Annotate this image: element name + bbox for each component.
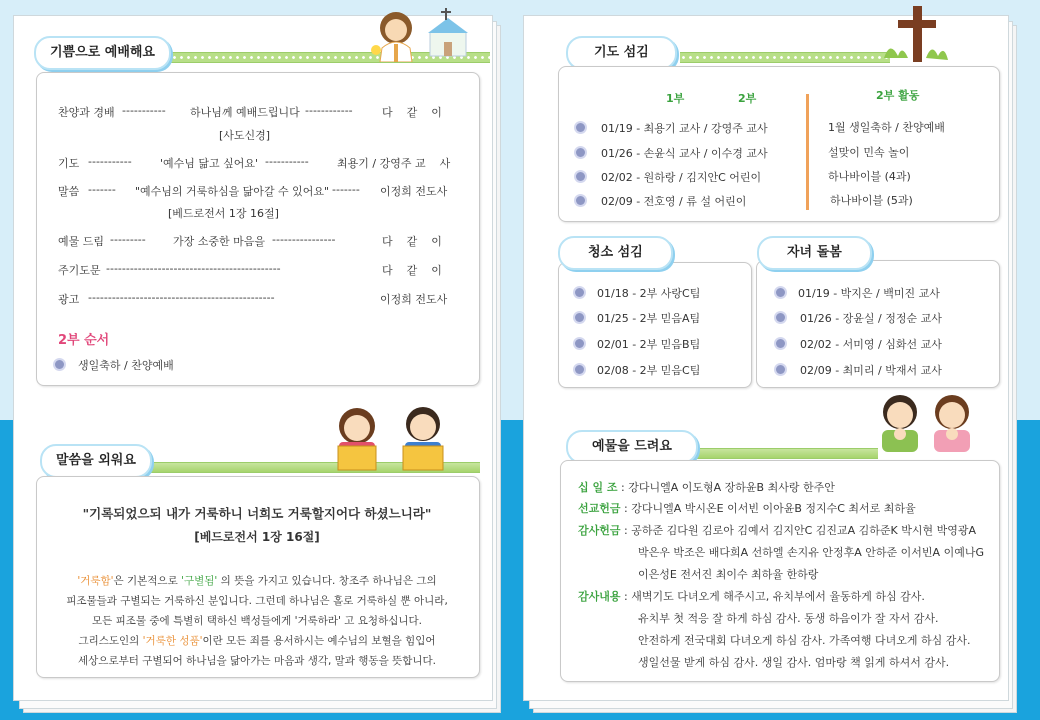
offering-text: 강다니엘A 이도형A 장하윤B 최사랑 한주안 [628,481,835,494]
explanation-line [36,573,478,588]
bullet-icon [576,123,585,132]
cleaning-row: 02/01 - 2부 믿음B팀 [597,338,701,351]
highlight-text: '구별됨' [181,575,218,587]
reading-kids-illustration [330,400,460,472]
bullet-icon [575,288,584,297]
bullet-icon [776,339,785,348]
jesus-church-illustration [368,6,488,62]
prayer-row: 01/26 - 손윤식 교사 / 이수경 교사 [601,147,768,160]
worship-content: 하나님께 예배드립니다 [190,106,300,119]
offering-row [578,588,925,604]
dash-line: ------------ [305,104,353,117]
explanation-line [36,633,478,648]
worship-item: 찬양과 경배 [58,106,115,119]
activity-item: 설맞이 민속 놀이 [828,146,910,159]
section-title-cleaning: 청소 섬김 [558,236,673,270]
activity-item: 하나바이블 (5과) [830,194,913,207]
plain-text: 은 기본적으로 [113,575,182,587]
plain-text: 그리스도인의 [78,635,143,647]
colon: : [620,590,632,603]
prayer-row: 01/19 - 최용기 교사 / 강영주 교사 [601,122,768,135]
divider [806,94,809,210]
offering-text: 새벽기도 다녀오게 해주시고, 유치부에서 율동하게 하심 감사. [631,590,925,603]
bullet-icon [776,288,785,297]
prayer-col1-heading: 1부 [666,92,685,105]
explanation-line: 세상으로부터 구별되어 하나님을 닮아가는 마음과 생각, 말과 행동을 뜻합니다. [78,655,436,667]
dash-line: ----------- [88,155,132,168]
cleaning-row: 02/08 - 2부 믿음C팀 [597,364,701,377]
section-title-care: 자녀 돌봄 [757,236,872,270]
prayer-row: 02/02 - 원하랑 / 김지안C 어린이 [601,171,762,184]
worship-item: 주기도문 [58,264,101,277]
worship-leader: 이정희 전도사 [380,293,448,306]
prayer-row: 02/09 - 전호영 / 류 설 어린이 [601,195,747,208]
activity-item: 하나바이블 (4과) [828,170,911,183]
offering-text: 공하준 김다원 김로아 김예서 김지안C 김진교A 김하준K 박시현 박영광A [631,524,977,537]
bullet-icon [575,313,584,322]
offering-label: 선교헌금 [578,502,621,515]
cross-icon [880,4,952,64]
offering-text: 안전하게 전국대회 다녀오게 하심 감사. 가족여행 다녀오게 하심 감사. [638,634,971,647]
care-row: 02/09 - 최미리 / 박재서 교사 [800,364,942,377]
activity-item: 1월 생일축하 / 찬양예배 [828,121,945,134]
offering-text: 박은우 박조은 배다희A 선하엘 손지유 안정후A 안하준 이서빈A 이예나G [638,546,984,559]
dash-line: ------- [332,183,360,196]
section-title-offering: 예물을 드려요 [566,430,698,464]
plain-text: 의 뜻을 가지고 있습니다. 창조주 하나님은 그의 [217,575,437,587]
cleaning-row: 01/18 - 2부 사랑C팀 [597,287,701,300]
section-title-worship: 기쁨으로 예배해요 [34,36,171,70]
bullet-icon [55,360,64,369]
dash-line: ----------- [265,155,309,168]
worship-content: "예수님의 거룩하심을 닮아갈 수 있어요" [135,185,330,198]
dash-line: ---------------- [272,233,336,246]
offering-label: 감사내용 [578,590,621,603]
dash-line: ----------------------------------------------- [88,291,275,304]
bullet-icon [575,339,584,348]
offering-label: 감사헌금 [578,524,621,537]
worship-content: 가장 소중한 마음을 [173,235,266,248]
colon: : [620,502,632,515]
worship-leader: 다 같 이 [382,106,442,119]
worship-item: 기도 [58,157,80,170]
offering-text: 이은성E 전서진 최이수 최하율 한하랑 [638,568,819,581]
worship-item: 말씀 [58,185,80,198]
offering-text: 강다니엘A 박시온E 이서빈 이아윤B 정지수C 최서로 최하율 [631,502,916,515]
care-row: 01/19 - 박지은 / 백미진 교사 [798,287,940,300]
bullet-icon [776,313,785,322]
dash-line: ----------- [122,104,166,117]
plain-text: 이란 모든 죄를 용서하시는 예수님의 보혈을 힘입어 [202,635,436,647]
bullet-icon [576,172,585,181]
offering-label: 십 일 조 [578,481,618,494]
colon: : [620,524,632,537]
header-strip [680,52,890,63]
bullet-icon [576,148,585,157]
care-row: 02/02 - 서미영 / 심화선 교사 [800,338,942,351]
offering-row [578,522,976,538]
memory-verse: "기록되었으되 내가 거룩하니 너희도 거룩할지어다 하셨느니라" [82,506,432,521]
dash-line: -------------------------------------------- [106,262,281,275]
cleaning-row: 01/25 - 2부 믿음A팀 [597,312,701,325]
bullet-icon [576,196,585,205]
praying-kids-illustration [870,390,986,452]
care-row: 01/26 - 장윤실 / 정정순 교사 [800,312,942,325]
section-title-memorize: 말씀을 외워요 [40,444,152,478]
offering-row [578,500,916,516]
worship-leader: 다 같 이 [382,235,442,248]
colon: : [617,481,629,494]
memory-verse-ref: [베드로전서 1장 16절] [194,530,320,544]
part2-title: 2부 순서 [58,333,110,348]
explanation-line: 모든 피조물 중에 특별히 택하신 백성들에게 '거룩하라' 고 요청하십니다. [92,615,422,627]
worship-subnote: [베드로전서 1장 16절] [168,207,279,220]
dash-line: --------- [110,233,146,246]
bullet-icon [776,365,785,374]
offering-text: 생일선물 받게 하심 감사. 생일 감사. 엄마랑 책 읽게 하셔서 감사. [638,656,950,669]
explanation-line: 피조물들과 구별되는 거룩하신 분입니다. 그런데 하나님은 홀로 거룩하실 뿐 아니라, [66,595,448,607]
bullet-icon [575,365,584,374]
worship-item: 예물 드림 [58,235,105,248]
worship-content: '예수님 닮고 싶어요' [160,157,259,170]
worship-leader: 다 같 이 [382,264,442,277]
section-title-prayer: 기도 섬김 [566,36,677,70]
worship-item: 광고 [58,293,80,306]
worship-subnote: [사도신경] [219,129,271,142]
activity-heading: 2부 활동 [876,89,920,102]
worship-leader: 최용기 / 강영주 교 사 [337,157,451,170]
dash-line: ------- [88,183,116,196]
header-strip [668,448,878,459]
highlight-text: '거룩한 성품' [142,635,203,647]
part2-item: 생일축하 / 찬양예배 [78,359,174,372]
worship-leader: 이정희 전도사 [380,185,448,198]
offering-text: 유치부 첫 적응 잘 하게 하심 감사. 동생 하음이가 잘 자서 감사. [638,612,939,625]
prayer-col2-heading: 2부 [738,92,757,105]
highlight-text: '거룩함' [77,575,114,587]
offering-row [578,479,835,495]
